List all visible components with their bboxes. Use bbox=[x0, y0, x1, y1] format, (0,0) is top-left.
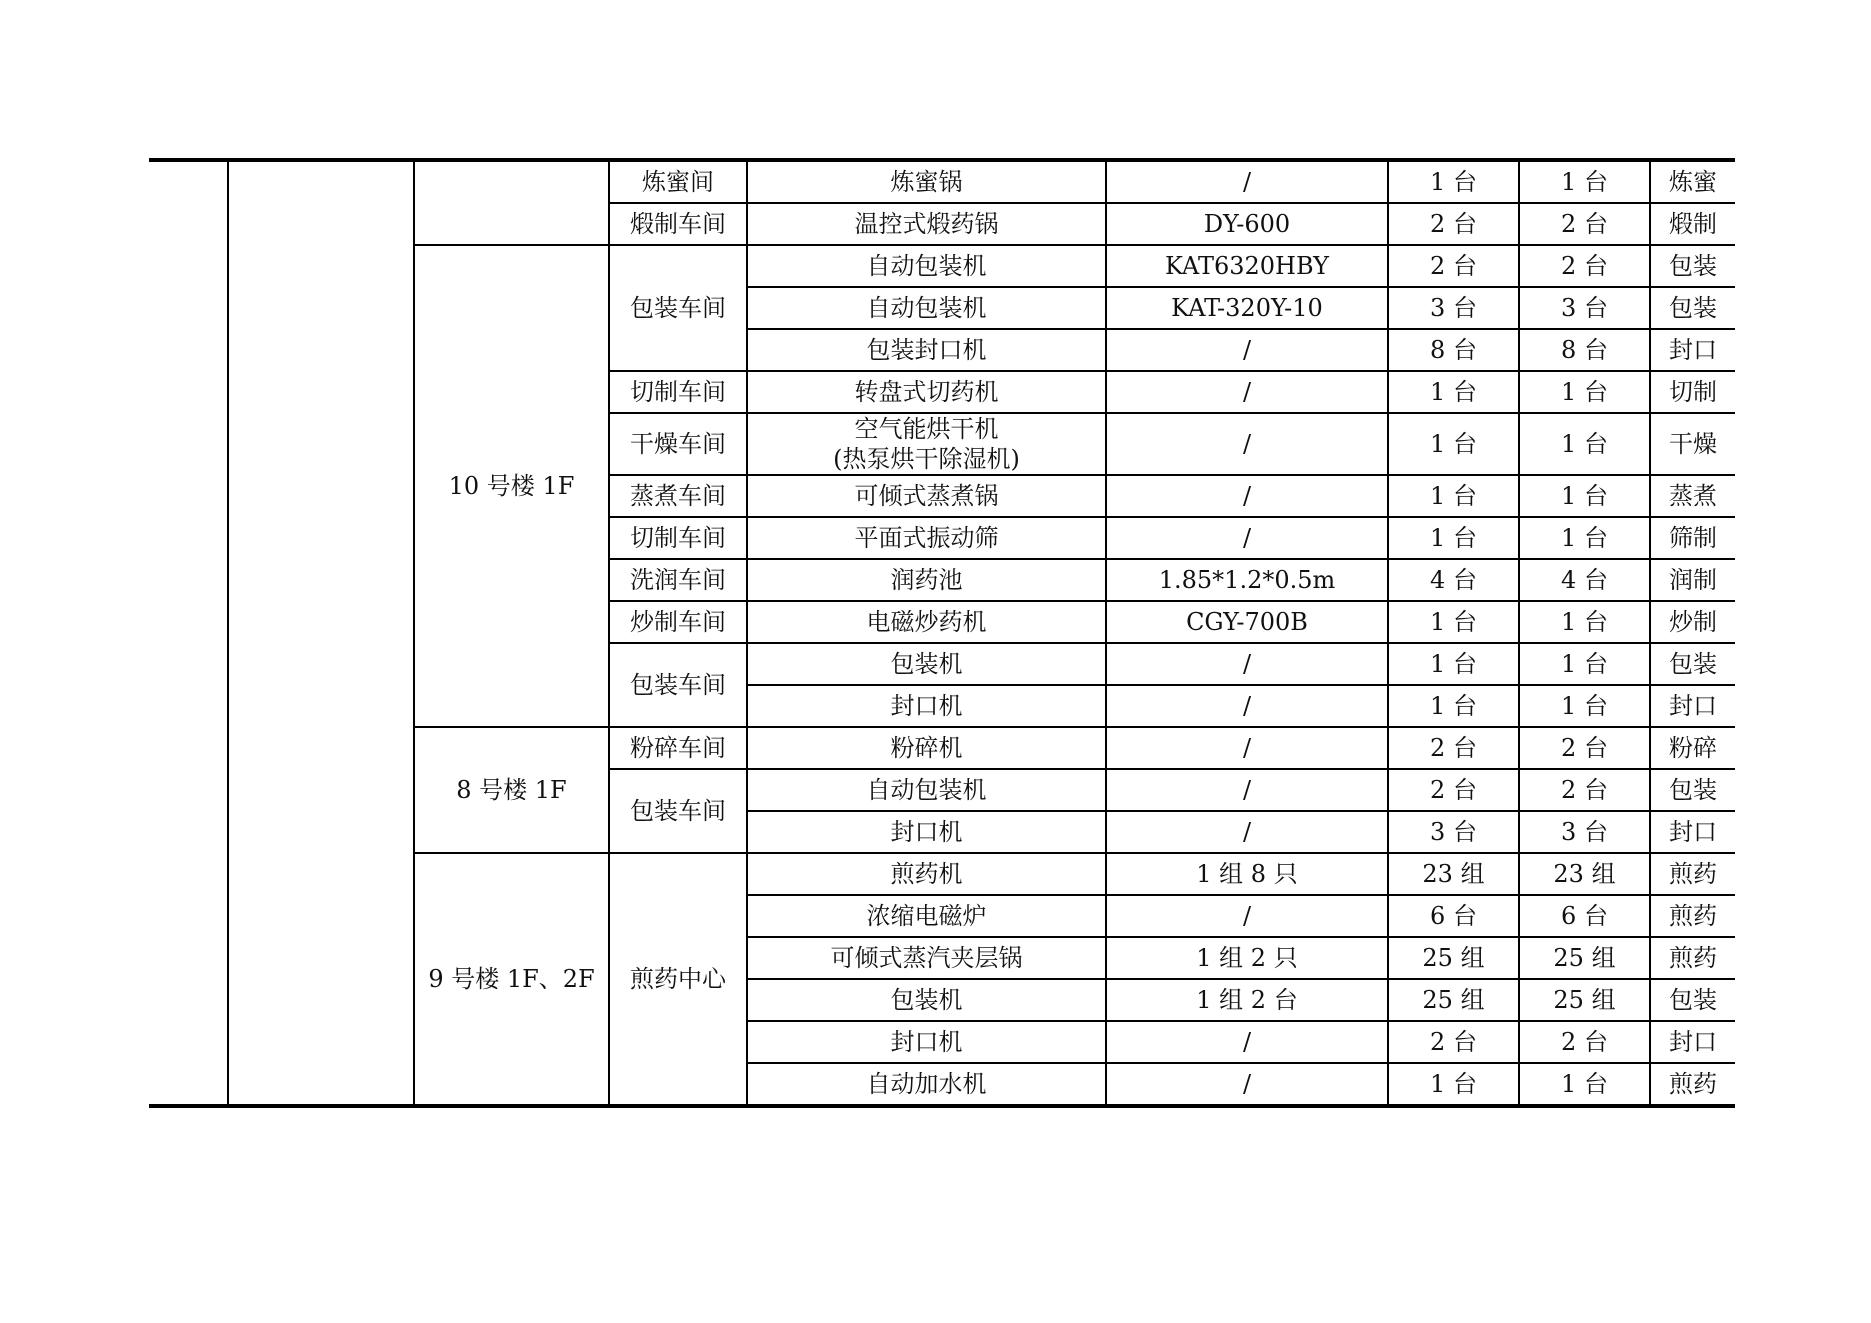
quantity-cell: 25 组 bbox=[1519, 937, 1650, 979]
quantity-cell: 1 台 bbox=[1519, 413, 1650, 475]
equipment-name-cell: 可倾式蒸煮锅 bbox=[747, 475, 1106, 517]
purpose-cell: 煎药 bbox=[1650, 895, 1735, 937]
quantity-cell: 1 台 bbox=[1388, 1063, 1519, 1106]
quantity-cell: 1 台 bbox=[1388, 371, 1519, 413]
quantity-cell: 8 台 bbox=[1519, 329, 1650, 371]
model-cell: / bbox=[1106, 685, 1388, 727]
workshop-cell: 包装车间 bbox=[609, 643, 747, 727]
quantity-cell: 1 台 bbox=[1388, 601, 1519, 643]
equipment-name-cell: 浓缩电磁炉 bbox=[747, 895, 1106, 937]
workshop-cell: 干燥车间 bbox=[609, 413, 747, 475]
model-cell: 1 组 2 只 bbox=[1106, 937, 1388, 979]
purpose-cell: 煎药 bbox=[1650, 853, 1735, 895]
model-cell: / bbox=[1106, 160, 1388, 203]
model-cell: / bbox=[1106, 811, 1388, 853]
equipment-name-line: 空气能烘干机 bbox=[854, 415, 999, 443]
quantity-cell: 25 组 bbox=[1388, 937, 1519, 979]
model-cell: / bbox=[1106, 413, 1388, 475]
model-cell: / bbox=[1106, 329, 1388, 371]
equipment-name-cell: 封口机 bbox=[747, 685, 1106, 727]
blank-cell-category bbox=[149, 160, 228, 1106]
quantity-cell: 1 台 bbox=[1388, 685, 1519, 727]
equipment-name-cell: 自动包装机 bbox=[747, 245, 1106, 287]
quantity-cell: 23 组 bbox=[1519, 853, 1650, 895]
purpose-cell: 筛制 bbox=[1650, 517, 1735, 559]
quantity-cell: 2 台 bbox=[1519, 727, 1650, 769]
workshop-cell: 炼蜜间 bbox=[609, 160, 747, 203]
quantity-cell: 1 台 bbox=[1519, 643, 1650, 685]
purpose-cell: 包装 bbox=[1650, 287, 1735, 329]
purpose-cell: 包装 bbox=[1650, 979, 1735, 1021]
quantity-cell: 4 台 bbox=[1519, 559, 1650, 601]
model-cell: / bbox=[1106, 1021, 1388, 1063]
quantity-cell: 2 台 bbox=[1519, 769, 1650, 811]
quantity-cell: 2 台 bbox=[1519, 203, 1650, 245]
equipment-name-cell: 自动加水机 bbox=[747, 1063, 1106, 1106]
workshop-cell: 包装车间 bbox=[609, 245, 747, 371]
quantity-cell: 1 台 bbox=[1519, 160, 1650, 203]
equipment-name-cell: 炼蜜锅 bbox=[747, 160, 1106, 203]
model-cell: 1.85*1.2*0.5m bbox=[1106, 559, 1388, 601]
quantity-cell: 2 台 bbox=[1388, 1021, 1519, 1063]
quantity-cell: 2 台 bbox=[1519, 245, 1650, 287]
model-cell: / bbox=[1106, 371, 1388, 413]
purpose-cell: 包装 bbox=[1650, 643, 1735, 685]
purpose-cell: 干燥 bbox=[1650, 413, 1735, 475]
quantity-cell: 3 台 bbox=[1388, 811, 1519, 853]
equipment-name-cell: 润药池 bbox=[747, 559, 1106, 601]
model-cell: DY-600 bbox=[1106, 203, 1388, 245]
quantity-cell: 2 台 bbox=[1388, 727, 1519, 769]
model-cell: / bbox=[1106, 727, 1388, 769]
quantity-cell: 1 台 bbox=[1388, 413, 1519, 475]
purpose-cell: 润制 bbox=[1650, 559, 1735, 601]
workshop-cell: 粉碎车间 bbox=[609, 727, 747, 769]
model-cell: 1 组 8 只 bbox=[1106, 853, 1388, 895]
purpose-cell: 包装 bbox=[1650, 769, 1735, 811]
equipment-name-cell: 封口机 bbox=[747, 1021, 1106, 1063]
building-cell-blank bbox=[414, 160, 609, 245]
purpose-cell: 封口 bbox=[1650, 329, 1735, 371]
purpose-cell: 粉碎 bbox=[1650, 727, 1735, 769]
equipment-name-cell: 自动包装机 bbox=[747, 287, 1106, 329]
quantity-cell: 2 台 bbox=[1519, 1021, 1650, 1063]
model-cell: / bbox=[1106, 517, 1388, 559]
purpose-cell: 包装 bbox=[1650, 245, 1735, 287]
model-cell: / bbox=[1106, 475, 1388, 517]
quantity-cell: 1 台 bbox=[1519, 1063, 1650, 1106]
quantity-cell: 2 台 bbox=[1388, 203, 1519, 245]
purpose-cell: 炒制 bbox=[1650, 601, 1735, 643]
equipment-name-cell: 可倾式蒸汽夹层锅 bbox=[747, 937, 1106, 979]
purpose-cell: 切制 bbox=[1650, 371, 1735, 413]
purpose-cell: 封口 bbox=[1650, 811, 1735, 853]
quantity-cell: 1 台 bbox=[1388, 643, 1519, 685]
quantity-cell: 25 组 bbox=[1519, 979, 1650, 1021]
quantity-cell: 1 台 bbox=[1519, 371, 1650, 413]
quantity-cell: 1 台 bbox=[1519, 517, 1650, 559]
purpose-cell: 封口 bbox=[1650, 1021, 1735, 1063]
purpose-cell: 蒸煮 bbox=[1650, 475, 1735, 517]
purpose-cell: 煅制 bbox=[1650, 203, 1735, 245]
building-cell: 9 号楼 1F、2F bbox=[414, 853, 609, 1106]
workshop-cell: 蒸煮车间 bbox=[609, 475, 747, 517]
equipment-name-cell: 包装机 bbox=[747, 643, 1106, 685]
workshop-cell: 包装车间 bbox=[609, 769, 747, 853]
quantity-cell: 3 台 bbox=[1519, 287, 1650, 329]
building-cell: 10 号楼 1F bbox=[414, 245, 609, 727]
quantity-cell: 8 台 bbox=[1388, 329, 1519, 371]
quantity-cell: 2 台 bbox=[1388, 769, 1519, 811]
workshop-cell: 煅制车间 bbox=[609, 203, 747, 245]
workshop-cell: 炒制车间 bbox=[609, 601, 747, 643]
quantity-cell: 23 组 bbox=[1388, 853, 1519, 895]
equipment-name-cell: 平面式振动筛 bbox=[747, 517, 1106, 559]
model-cell: CGY-700B bbox=[1106, 601, 1388, 643]
workshop-cell: 煎药中心 bbox=[609, 853, 747, 1106]
equipment-name-cell: 电磁炒药机 bbox=[747, 601, 1106, 643]
model-cell: KAT-320Y-10 bbox=[1106, 287, 1388, 329]
quantity-cell: 1 台 bbox=[1519, 601, 1650, 643]
quantity-cell: 1 台 bbox=[1388, 160, 1519, 203]
quantity-cell: 6 台 bbox=[1388, 895, 1519, 937]
quantity-cell: 1 台 bbox=[1519, 475, 1650, 517]
purpose-cell: 封口 bbox=[1650, 685, 1735, 727]
equipment-name-cell: 封口机 bbox=[747, 811, 1106, 853]
purpose-cell: 煎药 bbox=[1650, 937, 1735, 979]
equipment-name-cell: 包装封口机 bbox=[747, 329, 1106, 371]
model-cell: 1 组 2 台 bbox=[1106, 979, 1388, 1021]
equipment-name-cell: 自动包装机 bbox=[747, 769, 1106, 811]
quantity-cell: 6 台 bbox=[1519, 895, 1650, 937]
equipment-name-note: (热泵烘干除湿机) bbox=[833, 445, 1020, 473]
table-row bbox=[149, 160, 1735, 203]
equipment-name-cell: 包装机 bbox=[747, 979, 1106, 1021]
purpose-cell: 炼蜜 bbox=[1650, 160, 1735, 203]
equipment-name-cell bbox=[747, 413, 1106, 475]
model-cell: / bbox=[1106, 643, 1388, 685]
equipment-name-cell: 煎药机 bbox=[747, 853, 1106, 895]
workshop-cell: 切制车间 bbox=[609, 371, 747, 413]
workshop-cell: 切制车间 bbox=[609, 517, 747, 559]
quantity-cell: 3 台 bbox=[1388, 287, 1519, 329]
building-cell: 8 号楼 1F bbox=[414, 727, 609, 853]
workshop-cell: 洗润车间 bbox=[609, 559, 747, 601]
model-cell: / bbox=[1106, 1063, 1388, 1106]
quantity-cell: 1 台 bbox=[1388, 517, 1519, 559]
model-cell: / bbox=[1106, 895, 1388, 937]
blank-cell-project bbox=[228, 160, 414, 1106]
quantity-cell: 4 台 bbox=[1388, 559, 1519, 601]
quantity-cell: 1 台 bbox=[1388, 475, 1519, 517]
quantity-cell: 3 台 bbox=[1519, 811, 1650, 853]
quantity-cell: 2 台 bbox=[1388, 245, 1519, 287]
model-cell: KAT6320HBY bbox=[1106, 245, 1388, 287]
model-cell: / bbox=[1106, 769, 1388, 811]
equipment-name-cell: 转盘式切药机 bbox=[747, 371, 1106, 413]
quantity-cell: 1 台 bbox=[1519, 685, 1650, 727]
quantity-cell: 25 组 bbox=[1388, 979, 1519, 1021]
equipment-name-cell: 粉碎机 bbox=[747, 727, 1106, 769]
purpose-cell: 煎药 bbox=[1650, 1063, 1735, 1106]
equipment-name-cell: 温控式煅药锅 bbox=[747, 203, 1106, 245]
equipment-table bbox=[149, 158, 1735, 1108]
